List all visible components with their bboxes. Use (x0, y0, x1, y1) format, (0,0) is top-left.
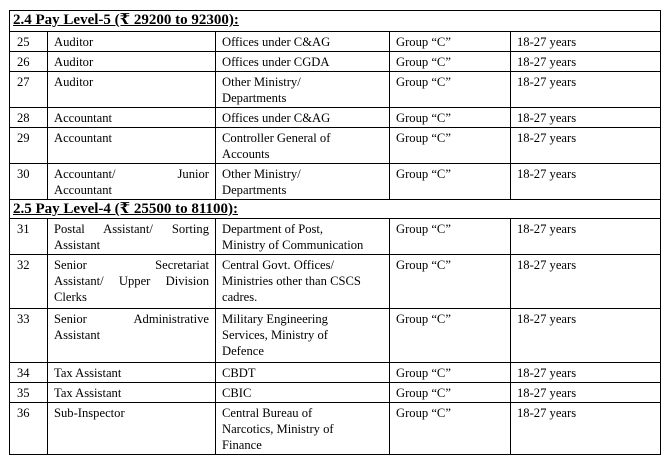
office-line: Finance (222, 438, 262, 452)
post-name-line: Assistant (54, 238, 101, 252)
office-line: Ministry of Communication (222, 238, 364, 252)
table-row (10, 72, 661, 108)
office-line: Other Ministry/ (222, 75, 301, 89)
post-name-cell (48, 363, 216, 383)
section-heading: 2.4 Pay Level-5 (₹ 29200 to 92300): (10, 11, 661, 32)
office-line: Departments (222, 91, 287, 105)
group-cell: Group “C” (390, 128, 511, 164)
office-line: Central Govt. Offices/ (222, 258, 335, 272)
serial-number-cell: 33 (10, 309, 48, 363)
post-name-line: Accountant/ Junior (54, 167, 209, 181)
post-name-line: Accountant (54, 131, 113, 145)
office-line: Services, Ministry of (222, 328, 328, 342)
office-cell (216, 108, 390, 128)
serial-number-cell: 28 (10, 108, 48, 128)
age-limit-cell: 18-27 years (511, 309, 661, 363)
table-row (10, 309, 661, 363)
group-cell: Group “C” (390, 383, 511, 403)
table-row (10, 383, 661, 403)
post-name-cell (48, 32, 216, 52)
post-name-line: Senior Secretariat (54, 258, 209, 272)
post-name-line: Assistant/ Upper Division (54, 274, 209, 288)
age-limit-cell: 18-27 years (511, 52, 661, 72)
office-cell (216, 255, 390, 309)
section-heading-row (10, 11, 661, 32)
age-limit-cell: 18-27 years (511, 32, 661, 52)
office-line: Narcotics, Ministry of (222, 422, 334, 436)
pay-level-table-body (10, 11, 661, 455)
post-name-line: Sub-Inspector (54, 406, 125, 420)
table-row (10, 164, 661, 200)
serial-number-cell: 26 (10, 52, 48, 72)
post-name-cell (48, 219, 216, 255)
serial-number-cell: 36 (10, 403, 48, 455)
post-name-line: Auditor (54, 55, 94, 69)
serial-number-cell: 27 (10, 72, 48, 108)
office-line: Departments (222, 183, 287, 197)
office-cell (216, 72, 390, 108)
office-line: Other Ministry/ (222, 167, 301, 181)
post-name-line: Assistant (54, 328, 101, 342)
office-line: Offices under C&AG (222, 111, 331, 125)
age-limit-cell: 18-27 years (511, 383, 661, 403)
section-heading-row (10, 200, 661, 219)
table-row (10, 128, 661, 164)
serial-number-cell: 31 (10, 219, 48, 255)
office-cell (216, 219, 390, 255)
post-name-line: Senior Administrative (54, 312, 209, 326)
office-cell (216, 363, 390, 383)
post-name-cell (48, 403, 216, 455)
office-cell (216, 383, 390, 403)
serial-number-cell: 29 (10, 128, 48, 164)
serial-number-cell: 32 (10, 255, 48, 309)
office-line: Department of Post, (222, 222, 324, 236)
office-line: CBIC (222, 386, 252, 400)
table-row (10, 363, 661, 383)
office-line: Defence (222, 344, 264, 358)
pay-level-table (9, 10, 661, 455)
group-cell: Group “C” (390, 72, 511, 108)
office-line: Ministries other than CSCS (222, 274, 361, 288)
post-name-line: Postal Assistant/ Sorting (54, 222, 209, 236)
post-name-line: Clerks (54, 290, 87, 304)
serial-number-cell: 34 (10, 363, 48, 383)
post-name-cell (48, 255, 216, 309)
age-limit-cell: 18-27 years (511, 363, 661, 383)
table-row (10, 108, 661, 128)
age-limit-cell: 18-27 years (511, 128, 661, 164)
post-name-cell (48, 52, 216, 72)
office-line: Controller General of (222, 131, 331, 145)
section-heading: 2.5 Pay Level-4 (₹ 25500 to 81100): (10, 200, 661, 219)
office-line: Offices under C&AG (222, 35, 331, 49)
age-limit-cell: 18-27 years (511, 164, 661, 200)
office-cell (216, 52, 390, 72)
table-row (10, 255, 661, 309)
post-name-line: Auditor (54, 75, 94, 89)
office-line: cadres. (222, 290, 258, 304)
serial-number-cell: 30 (10, 164, 48, 200)
post-name-cell (48, 383, 216, 403)
office-cell (216, 128, 390, 164)
table-row (10, 403, 661, 455)
post-name-line: Tax Assistant (54, 366, 122, 380)
group-cell: Group “C” (390, 363, 511, 383)
post-name-line: Tax Assistant (54, 386, 122, 400)
post-name-line: Accountant (54, 183, 113, 197)
office-cell (216, 164, 390, 200)
office-cell (216, 309, 390, 363)
office-cell (216, 403, 390, 455)
post-name-cell (48, 108, 216, 128)
office-line: Central Bureau of (222, 406, 313, 420)
group-cell: Group “C” (390, 108, 511, 128)
group-cell: Group “C” (390, 219, 511, 255)
table-row (10, 52, 661, 72)
post-name-cell (48, 72, 216, 108)
age-limit-cell: 18-27 years (511, 255, 661, 309)
post-name-cell (48, 164, 216, 200)
age-limit-cell: 18-27 years (511, 72, 661, 108)
office-line: CBDT (222, 366, 256, 380)
office-line: Accounts (222, 147, 270, 161)
age-limit-cell: 18-27 years (511, 219, 661, 255)
office-line: Offices under CGDA (222, 55, 330, 69)
office-cell (216, 32, 390, 52)
group-cell: Group “C” (390, 255, 511, 309)
group-cell: Group “C” (390, 52, 511, 72)
group-cell: Group “C” (390, 32, 511, 52)
group-cell: Group “C” (390, 164, 511, 200)
serial-number-cell: 25 (10, 32, 48, 52)
post-name-cell (48, 128, 216, 164)
serial-number-cell: 35 (10, 383, 48, 403)
table-row (10, 219, 661, 255)
age-limit-cell: 18-27 years (511, 108, 661, 128)
group-cell: Group “C” (390, 403, 511, 455)
table-row (10, 32, 661, 52)
age-limit-cell: 18-27 years (511, 403, 661, 455)
post-name-line: Accountant (54, 111, 113, 125)
post-name-cell (48, 309, 216, 363)
group-cell: Group “C” (390, 309, 511, 363)
office-line: Military Engineering (222, 312, 328, 326)
post-name-line: Auditor (54, 35, 94, 49)
